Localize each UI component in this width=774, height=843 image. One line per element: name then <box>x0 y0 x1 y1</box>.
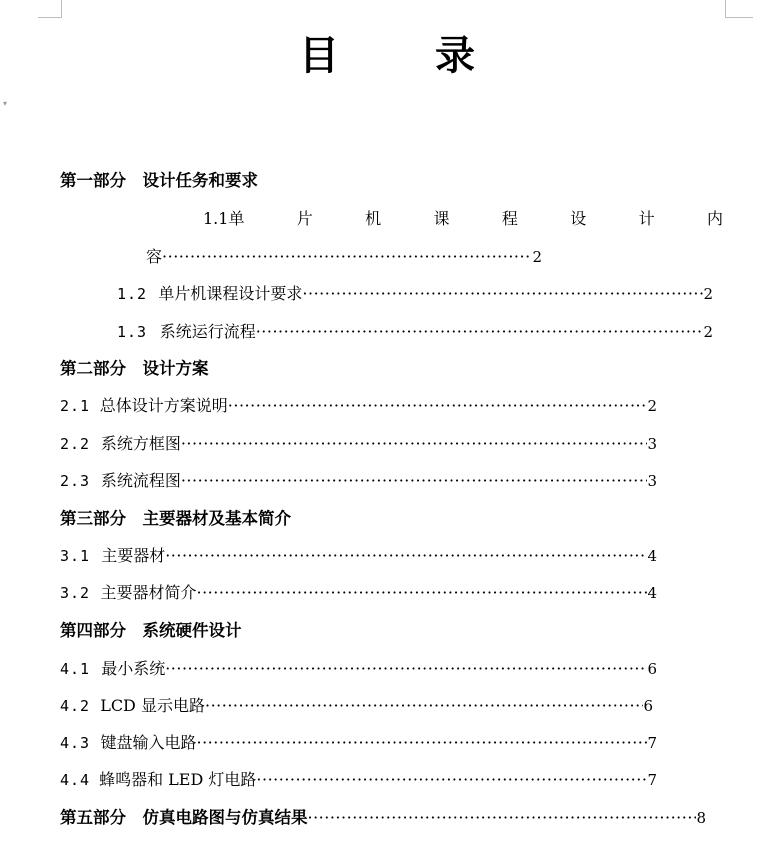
toc-item-2-1[interactable] <box>60 393 657 419</box>
toc-page-number: 2 <box>703 285 713 303</box>
leader-dots <box>205 693 643 719</box>
toc-item-1-1-word: 片 <box>296 209 313 228</box>
leader-dots <box>165 656 647 682</box>
toc-page-number: 6 <box>643 697 653 715</box>
leader-dots <box>196 580 647 606</box>
toc-item-1-1-word: 程 <box>501 209 518 228</box>
toc-item-label: 蜂鸣器和 LED 灯电路 <box>99 770 257 789</box>
toc-item-number: 3.2 <box>60 584 91 602</box>
toc-item-number: 1.2 <box>117 285 148 303</box>
toc-page-number: 8 <box>696 809 706 827</box>
toc-item-label: 系统运行流程 <box>159 322 256 341</box>
leader-dots <box>308 805 697 831</box>
toc-item-label: 主要器材简介 <box>100 583 197 602</box>
leader-dots <box>165 543 647 569</box>
toc-item-1-1-word: 内 <box>706 209 723 228</box>
toc-item-1-1-word: 机 <box>365 209 382 228</box>
toc-item-4-4[interactable] <box>60 767 657 793</box>
leader-dots <box>181 468 648 494</box>
toc-item-4-1[interactable] <box>60 656 657 682</box>
toc-heading-part4[interactable]: 第四部分 系统硬件设计 <box>60 621 242 640</box>
toc-item-4-2[interactable] <box>60 693 653 719</box>
toc-page-number: 6 <box>647 660 657 678</box>
toc-page-number: 2 <box>647 397 657 415</box>
toc-heading-label: 第五部分 仿真电路图与仿真结果 <box>60 808 308 827</box>
toc-page-number: 7 <box>647 771 657 789</box>
leader-dots <box>228 393 648 419</box>
crop-mark-top-left-h <box>38 17 62 18</box>
toc-item-3-2[interactable] <box>60 580 657 606</box>
crop-mark-top-right-v <box>725 0 726 18</box>
toc-item-1-1-word: 计 <box>638 209 655 228</box>
toc-item-number: 4.2 <box>60 697 91 715</box>
toc-item-number: 2.1 <box>60 397 91 415</box>
toc-item-1-1-line2[interactable] <box>146 244 542 270</box>
toc-item-number: 4.3 <box>60 734 91 752</box>
toc-item-number: 2.3 <box>60 472 91 490</box>
toc-page-number: 2 <box>703 323 713 341</box>
toc-item-3-1[interactable] <box>60 543 657 569</box>
leader-dots <box>256 767 647 793</box>
toc-item-1-1-word: 课 <box>433 209 450 228</box>
leader-dots <box>302 281 703 307</box>
collapse-arrow-icon[interactable]: ▾ <box>3 99 8 108</box>
toc-item-4-3[interactable] <box>60 730 657 756</box>
toc-item-number: 4.4 <box>60 771 91 789</box>
toc-item-label: 主要器材 <box>101 546 166 565</box>
toc-heading-part2[interactable]: 第二部分 设计方案 <box>60 359 209 378</box>
toc-item-label: 单片机课程设计要求 <box>158 284 303 303</box>
leader-dots <box>256 319 704 345</box>
toc-page-number: 2 <box>532 248 542 266</box>
toc-heading-part3[interactable]: 第三部分 主要器材及基本简介 <box>60 509 291 528</box>
toc-heading-part1[interactable]: 第一部分 设计任务和要求 <box>60 171 258 190</box>
toc-item-number: 4.1 <box>60 660 91 678</box>
toc-page-number: 4 <box>647 584 657 602</box>
toc-item-label: 系统方框图 <box>100 434 181 453</box>
toc-page-number: 7 <box>647 734 657 752</box>
toc-item-number: 2.2 <box>60 435 91 453</box>
toc-item-1-3[interactable] <box>117 319 713 345</box>
toc-item-label: 最小系统 <box>101 659 166 678</box>
toc-item-label: 键盘输入电路 <box>100 733 197 752</box>
page-title <box>0 32 774 80</box>
toc-item-label: 系统流程图 <box>100 471 181 490</box>
toc-item-1-1-line1[interactable] <box>203 206 723 232</box>
toc-heading-part5[interactable] <box>60 805 706 831</box>
toc-item-number: 3.1 <box>60 547 91 565</box>
toc-page-number: 4 <box>647 547 657 565</box>
leader-dots <box>196 730 647 756</box>
crop-mark-top-left-v <box>61 0 62 18</box>
toc-item-1-2[interactable] <box>117 281 713 307</box>
toc-item-1-1-word: 1.1单 <box>203 209 245 228</box>
toc-item-label: 容 <box>146 247 163 266</box>
toc-page-number: 3 <box>647 435 657 453</box>
title-char-1: 目 <box>299 32 339 79</box>
toc-item-label: 总体设计方案说明 <box>99 396 228 415</box>
title-char-2: 录 <box>435 32 475 79</box>
toc-item-2-3[interactable] <box>60 468 657 494</box>
crop-mark-top-right-h <box>725 17 753 18</box>
leader-dots <box>181 431 648 457</box>
toc-page-number: 3 <box>647 472 657 490</box>
leader-dots <box>162 244 532 270</box>
toc-item-2-2[interactable] <box>60 431 657 457</box>
toc-item-1-1-word: 设 <box>570 209 587 228</box>
toc-item-number: 1.3 <box>117 323 148 341</box>
toc-item-label: LCD 显示电路 <box>100 696 205 715</box>
